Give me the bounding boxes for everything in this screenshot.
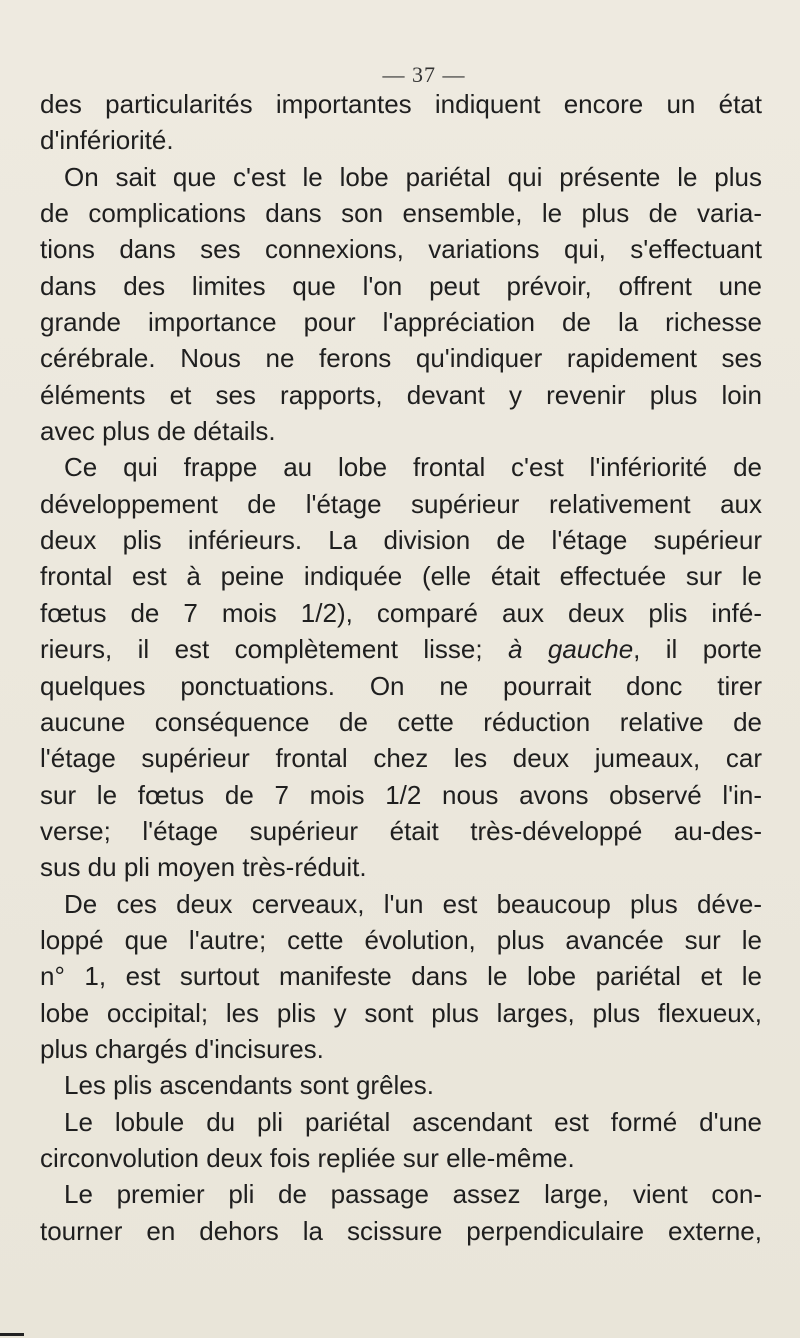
text-line: circonvolution deux fois repliée sur elle-même. bbox=[40, 1142, 575, 1173]
margin-mark bbox=[0, 1333, 24, 1336]
text-line: Les plis ascendants sont grêles. bbox=[64, 1070, 434, 1101]
page-number: — 37 — bbox=[382, 62, 466, 87]
text-line: sus du pli moyen très-réduit. bbox=[40, 852, 367, 883]
text-line: plus chargés d'incisures. bbox=[40, 1033, 324, 1064]
text-line: On sait que c'est le lobe pariétal qui présente le plus bbox=[64, 161, 762, 192]
text-line bbox=[40, 631, 762, 667]
text-line: lobe occipital; les plis y sont plus larges, plus flexueux, bbox=[40, 997, 762, 1028]
text-line: Ce qui frappe au lobe frontal c'est l'infériorité de bbox=[64, 452, 762, 483]
text-line: Le lobule du pli pariétal ascendant est formé d'une bbox=[64, 1106, 762, 1137]
text-line: fœtus de 7 mois 1/2), comparé aux deux plis infé- bbox=[40, 597, 762, 628]
text-line: Le premier pli de passage assez large, vient con- bbox=[64, 1179, 762, 1210]
text-line: verse; l'étage supérieur était très-développé au-des- bbox=[40, 815, 762, 846]
text-line: grande importance pour l'appréciation de la richesse bbox=[40, 307, 762, 338]
text-line: d'infériorité. bbox=[40, 125, 174, 156]
text-line: tions dans ses connexions, variations qui, s'effectuant bbox=[40, 234, 762, 265]
text-segment: , il porte bbox=[633, 634, 762, 665]
text-line: dans des limites que l'on peut prévoir, offrent une bbox=[40, 270, 762, 301]
text-line: n° 1, est surtout manifeste dans le lobe pariétal et le bbox=[40, 961, 762, 992]
body-text bbox=[40, 86, 762, 1249]
text-line: cérébrale. Nous ne ferons qu'indiquer rapidement ses bbox=[40, 343, 762, 374]
text-line: développement de l'étage supérieur relativement aux bbox=[40, 488, 762, 519]
text-line: sur le fœtus de 7 mois 1/2 nous avons observé l'in- bbox=[40, 779, 762, 810]
text-line: quelques ponctuations. On ne pourrait donc tirer bbox=[40, 670, 762, 701]
text-line: éléments et ses rapports, devant y revenir plus loin bbox=[40, 379, 762, 410]
italic-segment: à gauche bbox=[508, 634, 634, 665]
text-line: deux plis inférieurs. La division de l'étage supérieur bbox=[40, 525, 762, 556]
text-line: l'étage supérieur frontal chez les deux jumeaux, car bbox=[40, 743, 762, 774]
text-line: aucune conséquence de cette réduction relative de bbox=[40, 706, 762, 737]
text-line: frontal est à peine indiquée (elle était effectuée sur le bbox=[40, 561, 762, 592]
text-line: De ces deux cerveaux, l'un est beaucoup plus déve- bbox=[64, 888, 762, 919]
text-segment: rieurs, il est complètement lisse; bbox=[40, 634, 508, 665]
text-line: avec plus de détails. bbox=[40, 416, 276, 447]
text-line: tourner en dehors la scissure perpendiculaire externe, bbox=[40, 1215, 762, 1246]
text-line: des particularités importantes indiquent encore un état bbox=[40, 89, 762, 119]
text-line: de complications dans son ensemble, le plus de varia- bbox=[40, 198, 762, 229]
text-line: loppé que l'autre; cette évolution, plus avancée sur le bbox=[40, 924, 762, 955]
